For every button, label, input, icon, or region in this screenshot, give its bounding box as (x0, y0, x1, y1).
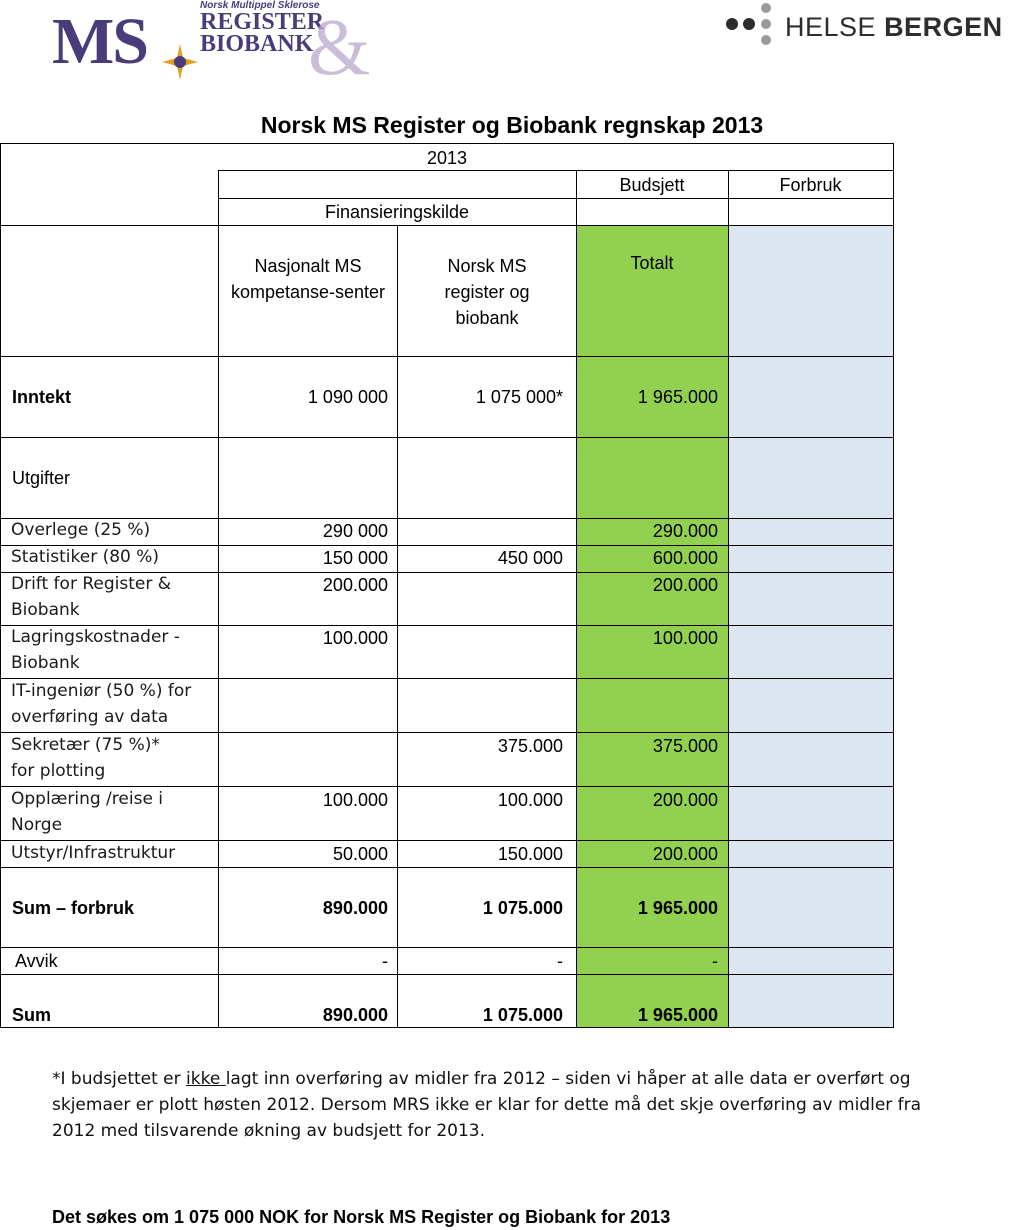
page-title: Norsk MS Register og Biobank regnskap 2013 (260, 112, 764, 138)
row-label-cont: overføring av data (11, 707, 169, 727)
row-label-cont: Biobank (11, 653, 80, 673)
helse-bergen-wordmark (785, 12, 1003, 43)
cell-nasjonalt: 200.000 (322, 575, 388, 595)
cell-nasjonalt: 50.000 (332, 844, 388, 864)
helse-bergen-logo (722, 0, 1003, 52)
row-label-cont: for plotting (11, 761, 106, 781)
row-label: Drift for Register & (11, 574, 171, 594)
cell-totalt: 375.000 (652, 736, 718, 756)
cell-norsk: 450 000 (497, 548, 563, 568)
col-header-norsk: Norsk MS register og biobank (444, 256, 530, 328)
footnote-text-2: lagt inn overføring av midler fra 2012 – siden vi håper at alle data er overført og skjemaer er plott høsten 2012. Dersom MRS ikke er klar for dette må det skje overføring av midler fra 2012 med tilsvarende økning av budsjett for 2013. (52, 1069, 922, 1141)
ms-register-logo (50, 0, 371, 92)
row-label-sum-forbruk: Sum – forbruk (12, 898, 135, 918)
row-label: Statistiker (80 %) (11, 547, 160, 567)
cell-avvik-norsk: - (557, 951, 563, 971)
cell-inntekt-nasjonalt: 1 090 000 (307, 387, 388, 407)
ms-logo-line1: REGISTER (200, 9, 325, 35)
cell-sum-forbruk-nasjonalt: 890.000 (322, 898, 388, 918)
row-label-cont: Norge (11, 815, 63, 835)
row-label: Utstyr/Infrastruktur (11, 843, 176, 863)
forbruk-column-fill (728, 225, 893, 1027)
cell-totalt: 200.000 (652, 575, 718, 595)
row-label: Opplæring /reise i (11, 789, 164, 809)
application-statement: Det søkes om 1 075 000 NOK for Norsk MS Register og Biobank for 2013 (52, 1207, 671, 1227)
star-icon (162, 44, 198, 80)
row-label: Sekretær (75 %)* (11, 735, 160, 755)
cell-totalt: 290.000 (652, 521, 718, 541)
cell-sum-totalt: 1 965.000 (637, 1005, 718, 1025)
cell-inntekt-totalt: 1 965.000 (637, 387, 718, 407)
ms-logo-tagline: Norsk Multippel Sklerose (200, 0, 320, 11)
row-label-cont: Biobank (11, 600, 80, 620)
cell-nasjonalt: 150 000 (322, 548, 388, 568)
cell-avvik-totalt: - (712, 951, 718, 971)
forbruk-header: Forbruk (779, 175, 842, 195)
cell-sum-nasjonalt: 890.000 (322, 1005, 388, 1025)
ms-logo-ampersand: & (308, 4, 371, 92)
cell-norsk: 100.000 (497, 790, 563, 810)
row-label: IT-ingeniør (50 %) for (11, 681, 192, 701)
cell-avvik-nasjonalt: - (382, 951, 388, 971)
bergen-word: BERGEN (884, 12, 1003, 42)
row-label-inntekt: Inntekt (12, 387, 72, 407)
cell-totalt: 600.000 (652, 548, 718, 568)
cell-norsk: 375.000 (497, 736, 563, 756)
row-label-avvik: Avvik (15, 951, 58, 971)
footnote (52, 1066, 952, 1144)
cell-sum-forbruk-norsk: 1 075.000 (482, 898, 563, 918)
cell-totalt: 100.000 (652, 628, 718, 648)
col-header-nasjonalt: Nasjonalt MS kompetanse-senter (230, 256, 386, 302)
row-label-sum: Sum (12, 1005, 52, 1025)
cell-nasjonalt: 100.000 (322, 790, 388, 810)
finansieringskilde-header: Finansieringskilde (324, 202, 470, 222)
cell-sum-forbruk-totalt: 1 965.000 (637, 898, 718, 918)
row-label-utgifter: Utgifter (12, 468, 71, 488)
budsjett-header: Budsjett (619, 175, 685, 195)
footnote-text-1: *I budsjettet er (52, 1069, 187, 1089)
row-label: Lagringskostnader - (11, 627, 180, 647)
cell-totalt: 200.000 (652, 844, 718, 864)
cell-totalt: 200.000 (652, 790, 718, 810)
budget-table (0, 143, 960, 1033)
year-header: 2013 (426, 148, 468, 168)
col-header-totalt: Totalt (630, 253, 674, 273)
ms-logo-mark: MS (52, 5, 147, 78)
cell-nasjonalt: 100.000 (322, 628, 388, 648)
cell-sum-norsk: 1 075.000 (482, 1005, 563, 1025)
helse-bergen-dots-icon (722, 0, 782, 52)
cell-norsk: 150.000 (497, 844, 563, 864)
row-label: Overlege (25 %) (11, 520, 151, 540)
cell-inntekt-norsk: 1 075 000* (475, 387, 563, 407)
cell-nasjonalt: 290 000 (322, 521, 388, 541)
ms-logo-line2: BIOBANK (200, 31, 314, 57)
ms-logo-wordmark (200, 11, 324, 55)
helse-word: HELSE (785, 12, 877, 42)
footnote-underlined: ikke (186, 1069, 226, 1089)
